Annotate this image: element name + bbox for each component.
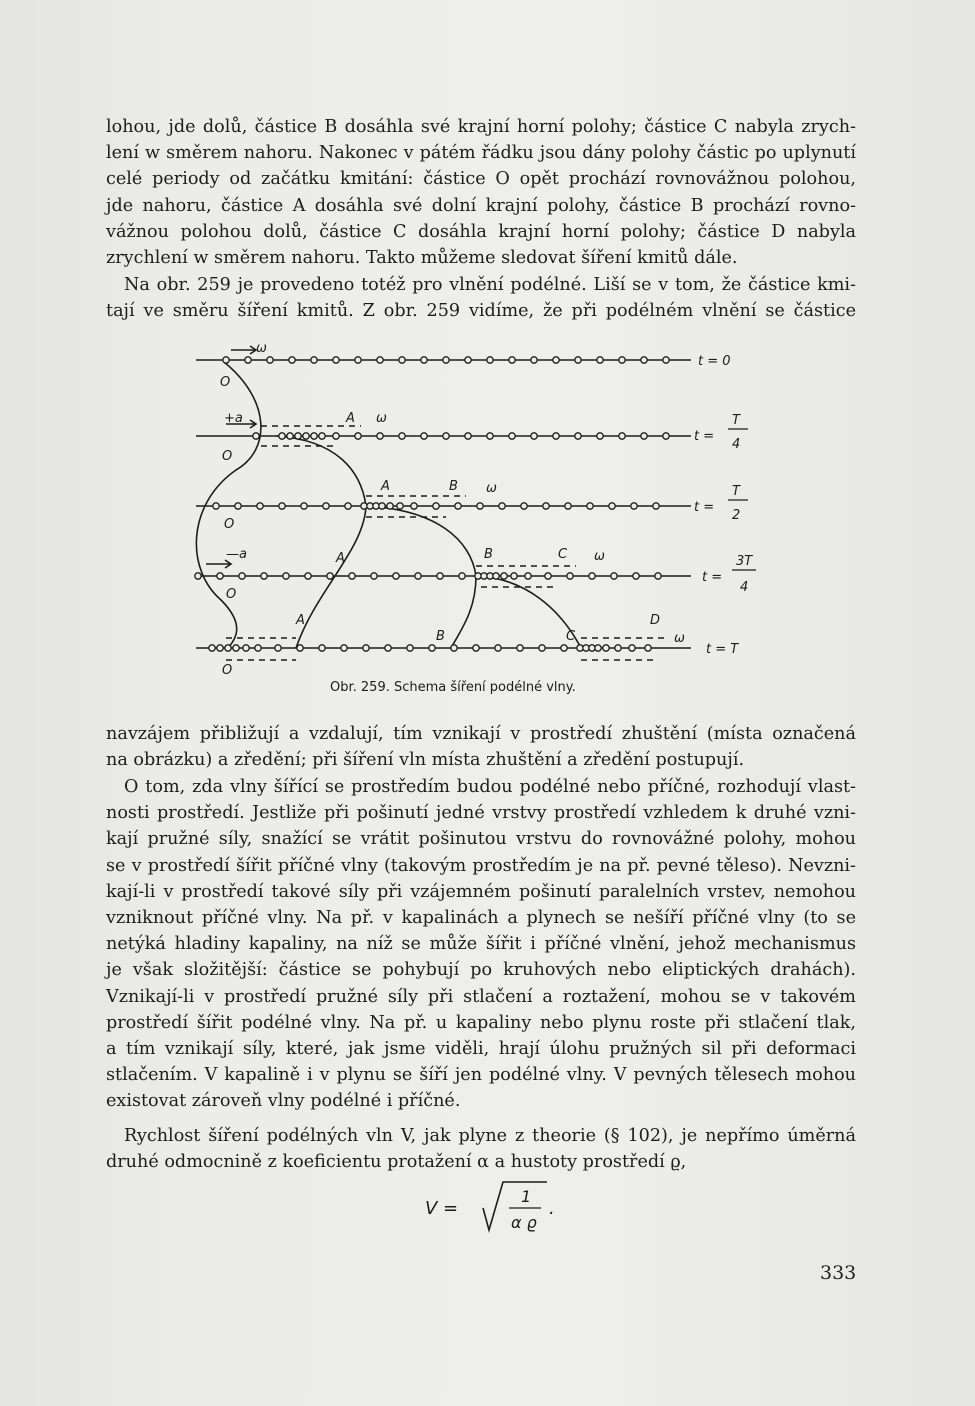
particle-bead bbox=[345, 503, 351, 509]
particle-bead bbox=[641, 433, 647, 439]
time-label-denominator: 4 bbox=[740, 580, 749, 595]
particle-bead bbox=[323, 503, 329, 509]
text-line: na obrázku) a zředění; při šíření vln místa zhuštění a zředění postupují. bbox=[106, 750, 745, 771]
particle-bead bbox=[545, 573, 551, 579]
particle-bead bbox=[261, 573, 267, 579]
particle-bead bbox=[385, 645, 391, 651]
particle-bead bbox=[501, 573, 507, 579]
particle-bead bbox=[397, 503, 403, 509]
particle-bead bbox=[411, 503, 417, 509]
particle-bead bbox=[267, 357, 273, 363]
text-line: stlačením. V kapalině i v plynu se šíří jen podélné vlny. V pevných tělesech mohou bbox=[106, 1065, 856, 1086]
text-line: lení w směrem nahoru. Nakonec v pátém řádku jsou dány polohy částic po uplynutí bbox=[106, 143, 856, 164]
particle-bead bbox=[589, 573, 595, 579]
label-A: A bbox=[346, 411, 355, 426]
particle-bead bbox=[355, 357, 361, 363]
text-line: se v prostředí šířit příčné vlny (takovým prostředím je na př. pevné těleso). Nevzni- bbox=[106, 855, 856, 876]
text-line: je však složitější: částice se pohybují po kruhových nebo eliptických drahách). bbox=[106, 960, 856, 981]
text-line: existovat zároveň vlny podélné i příčné. bbox=[106, 1091, 461, 1112]
particle-bead bbox=[641, 357, 647, 363]
label-plus-a: +a bbox=[224, 411, 243, 426]
particle-bead bbox=[603, 645, 609, 651]
label-minus-a: —a bbox=[226, 547, 247, 562]
label-O: O bbox=[222, 663, 233, 678]
text-line: tají ve směru šíření kmitů. Z obr. 259 vidíme, že při podélném vlnění se částice bbox=[106, 301, 856, 322]
particle-bead bbox=[363, 645, 369, 651]
text-paragraph-3 bbox=[106, 721, 856, 773]
time-label-denominator: 2 bbox=[732, 508, 741, 523]
particle-bead bbox=[631, 503, 637, 509]
particle-bead bbox=[341, 645, 347, 651]
particle-bead bbox=[217, 645, 223, 651]
text-line: jde nahoru, částice A dosáhla své dolní krajní polohy, částice B prochází rovno- bbox=[106, 195, 856, 216]
text-line: nosti prostředí. Jestliže při pošinutí jedné vrstvy prostředí vzhledem k druhé vzni- bbox=[106, 803, 856, 824]
particle-bead bbox=[279, 503, 285, 509]
formula-period: . bbox=[549, 1198, 555, 1219]
particle-bead bbox=[525, 573, 531, 579]
particle-bead bbox=[239, 573, 245, 579]
text-paragraph-5 bbox=[106, 1123, 856, 1175]
particle-bead bbox=[645, 645, 651, 651]
particle-bead bbox=[565, 503, 571, 509]
particle-bead bbox=[433, 503, 439, 509]
particle-bead bbox=[333, 357, 339, 363]
time-label-4: t = T bbox=[706, 642, 739, 657]
velocity-formula bbox=[425, 1178, 585, 1238]
particle-bead bbox=[615, 645, 621, 651]
particle-bead bbox=[465, 433, 471, 439]
particle-bead bbox=[437, 573, 443, 579]
page-number: 333 bbox=[820, 1262, 857, 1284]
time-label-denominator: 4 bbox=[732, 437, 741, 452]
text-line: O tom, zda vlny šířící se prostředím budou podélné nebo příčné, rozhodují vlast- bbox=[124, 777, 856, 797]
particle-bead bbox=[443, 357, 449, 363]
particle-bead bbox=[655, 573, 661, 579]
particle-bead bbox=[511, 573, 517, 579]
particle-bead bbox=[499, 503, 505, 509]
particle-bead bbox=[223, 357, 229, 363]
particle-bead bbox=[387, 503, 393, 509]
particle-bead bbox=[597, 433, 603, 439]
particle-bead bbox=[213, 503, 219, 509]
time-label-t: t = bbox=[694, 429, 715, 444]
time-label-numerator: T bbox=[732, 484, 740, 499]
particle-bead bbox=[553, 433, 559, 439]
label-D: D bbox=[650, 613, 661, 628]
particle-bead bbox=[567, 573, 573, 579]
text-paragraph-1 bbox=[106, 114, 856, 271]
longitudinal-wave-figure bbox=[186, 340, 766, 680]
label-omega: ω bbox=[376, 411, 387, 426]
particle-bead bbox=[349, 573, 355, 579]
label-omega: ω bbox=[674, 631, 685, 646]
particle-bead bbox=[443, 433, 449, 439]
particle-bead bbox=[275, 645, 281, 651]
particle-bead bbox=[399, 357, 405, 363]
text-paragraph-2 bbox=[106, 272, 856, 324]
particle-bead bbox=[629, 645, 635, 651]
particle-bead bbox=[619, 357, 625, 363]
particle-bead bbox=[465, 357, 471, 363]
curve-A bbox=[276, 436, 366, 648]
particle-bead bbox=[245, 357, 251, 363]
particle-bead bbox=[305, 573, 311, 579]
particle-bead bbox=[595, 645, 601, 651]
text-line: celé periody od začátku kmitání: částice O opět prochází rovnovážnou polohou, bbox=[106, 169, 856, 190]
text-line: kají pružné síly, snažící se vrátit pošinutou vrstvu do rovnovážné polohy, mohou bbox=[106, 829, 856, 850]
particle-bead bbox=[611, 573, 617, 579]
particle-bead bbox=[517, 645, 523, 651]
particle-bead bbox=[283, 573, 289, 579]
particle-bead bbox=[543, 503, 549, 509]
figure-caption: Obr. 259. Schema šíření podélné vlny. bbox=[330, 680, 576, 695]
particle-bead bbox=[597, 357, 603, 363]
particle-bead bbox=[653, 503, 659, 509]
particle-bead bbox=[225, 645, 231, 651]
label-omega: ω bbox=[486, 481, 497, 496]
formula-svg bbox=[425, 1178, 585, 1238]
particle-bead bbox=[619, 433, 625, 439]
particle-bead bbox=[257, 503, 263, 509]
particle-bead bbox=[377, 433, 383, 439]
particle-bead bbox=[575, 433, 581, 439]
particle-bead bbox=[311, 433, 317, 439]
particle-bead bbox=[609, 503, 615, 509]
particle-bead bbox=[235, 503, 241, 509]
label-B: B bbox=[436, 629, 445, 644]
text-line: navzájem přibližují a vzdalují, tím vznikají v prostředí zhuštění (místa označená bbox=[106, 724, 856, 744]
particle-bead bbox=[295, 433, 301, 439]
particle-bead bbox=[279, 433, 285, 439]
particle-bead bbox=[209, 645, 215, 651]
particle-bead bbox=[407, 645, 413, 651]
particle-bead bbox=[587, 503, 593, 509]
label-O: O bbox=[220, 375, 231, 390]
particle-bead bbox=[287, 433, 293, 439]
label-C: C bbox=[566, 629, 576, 644]
particle-bead bbox=[509, 433, 515, 439]
wave-diagram bbox=[186, 340, 766, 680]
text-line: druhé odmocnině z koeficientu protažení α a hustoty prostředí ϱ, bbox=[106, 1152, 687, 1173]
particle-bead bbox=[663, 357, 669, 363]
particle-bead bbox=[301, 503, 307, 509]
particle-bead bbox=[303, 433, 309, 439]
formula-numerator: 1 bbox=[521, 1187, 532, 1206]
text-line: Vznikají-li v prostředí pružné síly při stlačení a roztažení, mohou se v takovém bbox=[106, 986, 856, 1007]
particle-bead bbox=[633, 573, 639, 579]
particle-bead bbox=[415, 573, 421, 579]
particle-bead bbox=[333, 433, 339, 439]
particle-bead bbox=[217, 573, 223, 579]
particle-bead bbox=[539, 645, 545, 651]
particle-bead bbox=[575, 357, 581, 363]
particle-bead bbox=[319, 433, 325, 439]
particle-bead bbox=[451, 645, 457, 651]
formula-denominator: α ϱ bbox=[511, 1213, 537, 1232]
text-line: a tím vznikají síly, které, jak jsme viděli, hrají úlohu pružných sil při deformaci bbox=[106, 1039, 856, 1060]
text-line: vážnou polohou dolů, částice C dosáhla krajní horní polohy; částice D nabyla bbox=[106, 221, 856, 242]
label-O: O bbox=[224, 517, 235, 532]
particle-bead bbox=[455, 503, 461, 509]
formula-lhs: V = bbox=[425, 1198, 459, 1219]
particle-bead bbox=[495, 645, 501, 651]
particle-bead bbox=[311, 357, 317, 363]
particle-bead bbox=[243, 645, 249, 651]
time-label-0: t = 0 bbox=[698, 354, 731, 369]
particle-bead bbox=[531, 357, 537, 363]
particle-bead bbox=[531, 433, 537, 439]
particle-bead bbox=[477, 503, 483, 509]
particle-bead bbox=[255, 645, 261, 651]
text-line: vzniknout příčné vlny. Na př. v kapalinách a plynech se nešíří příčné vlny (to se bbox=[106, 908, 856, 929]
label-omega: ω bbox=[594, 549, 605, 564]
particle-beads bbox=[195, 357, 669, 651]
particle-bead bbox=[327, 573, 333, 579]
particle-bead bbox=[195, 573, 201, 579]
text-line: Na obr. 259 je provedeno totéž pro vlnění podélné. Liší se v tom, že částice kmi- bbox=[124, 275, 856, 295]
text-line: zrychlení w směrem nahoru. Takto můžeme sledovat šíření kmitů dále. bbox=[106, 248, 738, 269]
text-line: kají-li v prostředí takové síly při vzájemném pošinutí paralelních vrstev, nemohou bbox=[106, 881, 856, 902]
particle-bead bbox=[371, 573, 377, 579]
particle-bead bbox=[421, 433, 427, 439]
particle-bead bbox=[399, 433, 405, 439]
particle-bead bbox=[493, 573, 499, 579]
particle-bead bbox=[663, 433, 669, 439]
particle-bead bbox=[487, 357, 493, 363]
particle-bead bbox=[253, 433, 259, 439]
text-line: lohou, jde dolů, částice B dosáhla své krajní horní polohy; částice C nabyla zrych- bbox=[106, 117, 856, 137]
label-C: C bbox=[558, 547, 568, 562]
text-line: netýká hladiny kapaliny, na níž se může šířit i příčné vlnění, jehož mechanismus bbox=[106, 934, 856, 955]
label-A: A bbox=[336, 551, 345, 566]
text-line: Rychlost šíření podélných vln V, jak plyne z theorie (§ 102), je nepřímo úměrná bbox=[124, 1126, 856, 1146]
time-label-t: t = bbox=[702, 570, 723, 585]
particle-bead bbox=[473, 645, 479, 651]
label-O: O bbox=[226, 587, 237, 602]
particle-bead bbox=[509, 357, 515, 363]
time-label-t: t = bbox=[694, 500, 715, 515]
particle-bead bbox=[379, 503, 385, 509]
particle-bead bbox=[377, 357, 383, 363]
text-line: prostředí šířit podélné vlny. Na př. u kapaliny nebo plynu roste při stlačení tlak, bbox=[106, 1012, 856, 1033]
particle-bead bbox=[521, 503, 527, 509]
text-paragraph-4 bbox=[106, 774, 856, 1115]
arrow-omega-top bbox=[231, 346, 256, 354]
particle-bead bbox=[289, 357, 295, 363]
label-O: O bbox=[222, 449, 233, 464]
particle-bead bbox=[233, 645, 239, 651]
label-B: B bbox=[449, 479, 458, 494]
particle-bead bbox=[421, 357, 427, 363]
time-label-numerator: T bbox=[732, 413, 740, 428]
label-B: B bbox=[484, 547, 493, 562]
particle-bead bbox=[553, 357, 559, 363]
particle-bead bbox=[429, 645, 435, 651]
particle-bead bbox=[561, 645, 567, 651]
particle-bead bbox=[297, 645, 303, 651]
label-omega: ω bbox=[256, 341, 267, 356]
particle-bead bbox=[319, 645, 325, 651]
particle-bead bbox=[459, 573, 465, 579]
particle-bead bbox=[487, 433, 493, 439]
time-label-numerator: 3T bbox=[736, 554, 753, 569]
particle-bead bbox=[393, 573, 399, 579]
particle-bead bbox=[355, 433, 361, 439]
label-A: A bbox=[381, 479, 390, 494]
label-A: A bbox=[296, 613, 305, 628]
